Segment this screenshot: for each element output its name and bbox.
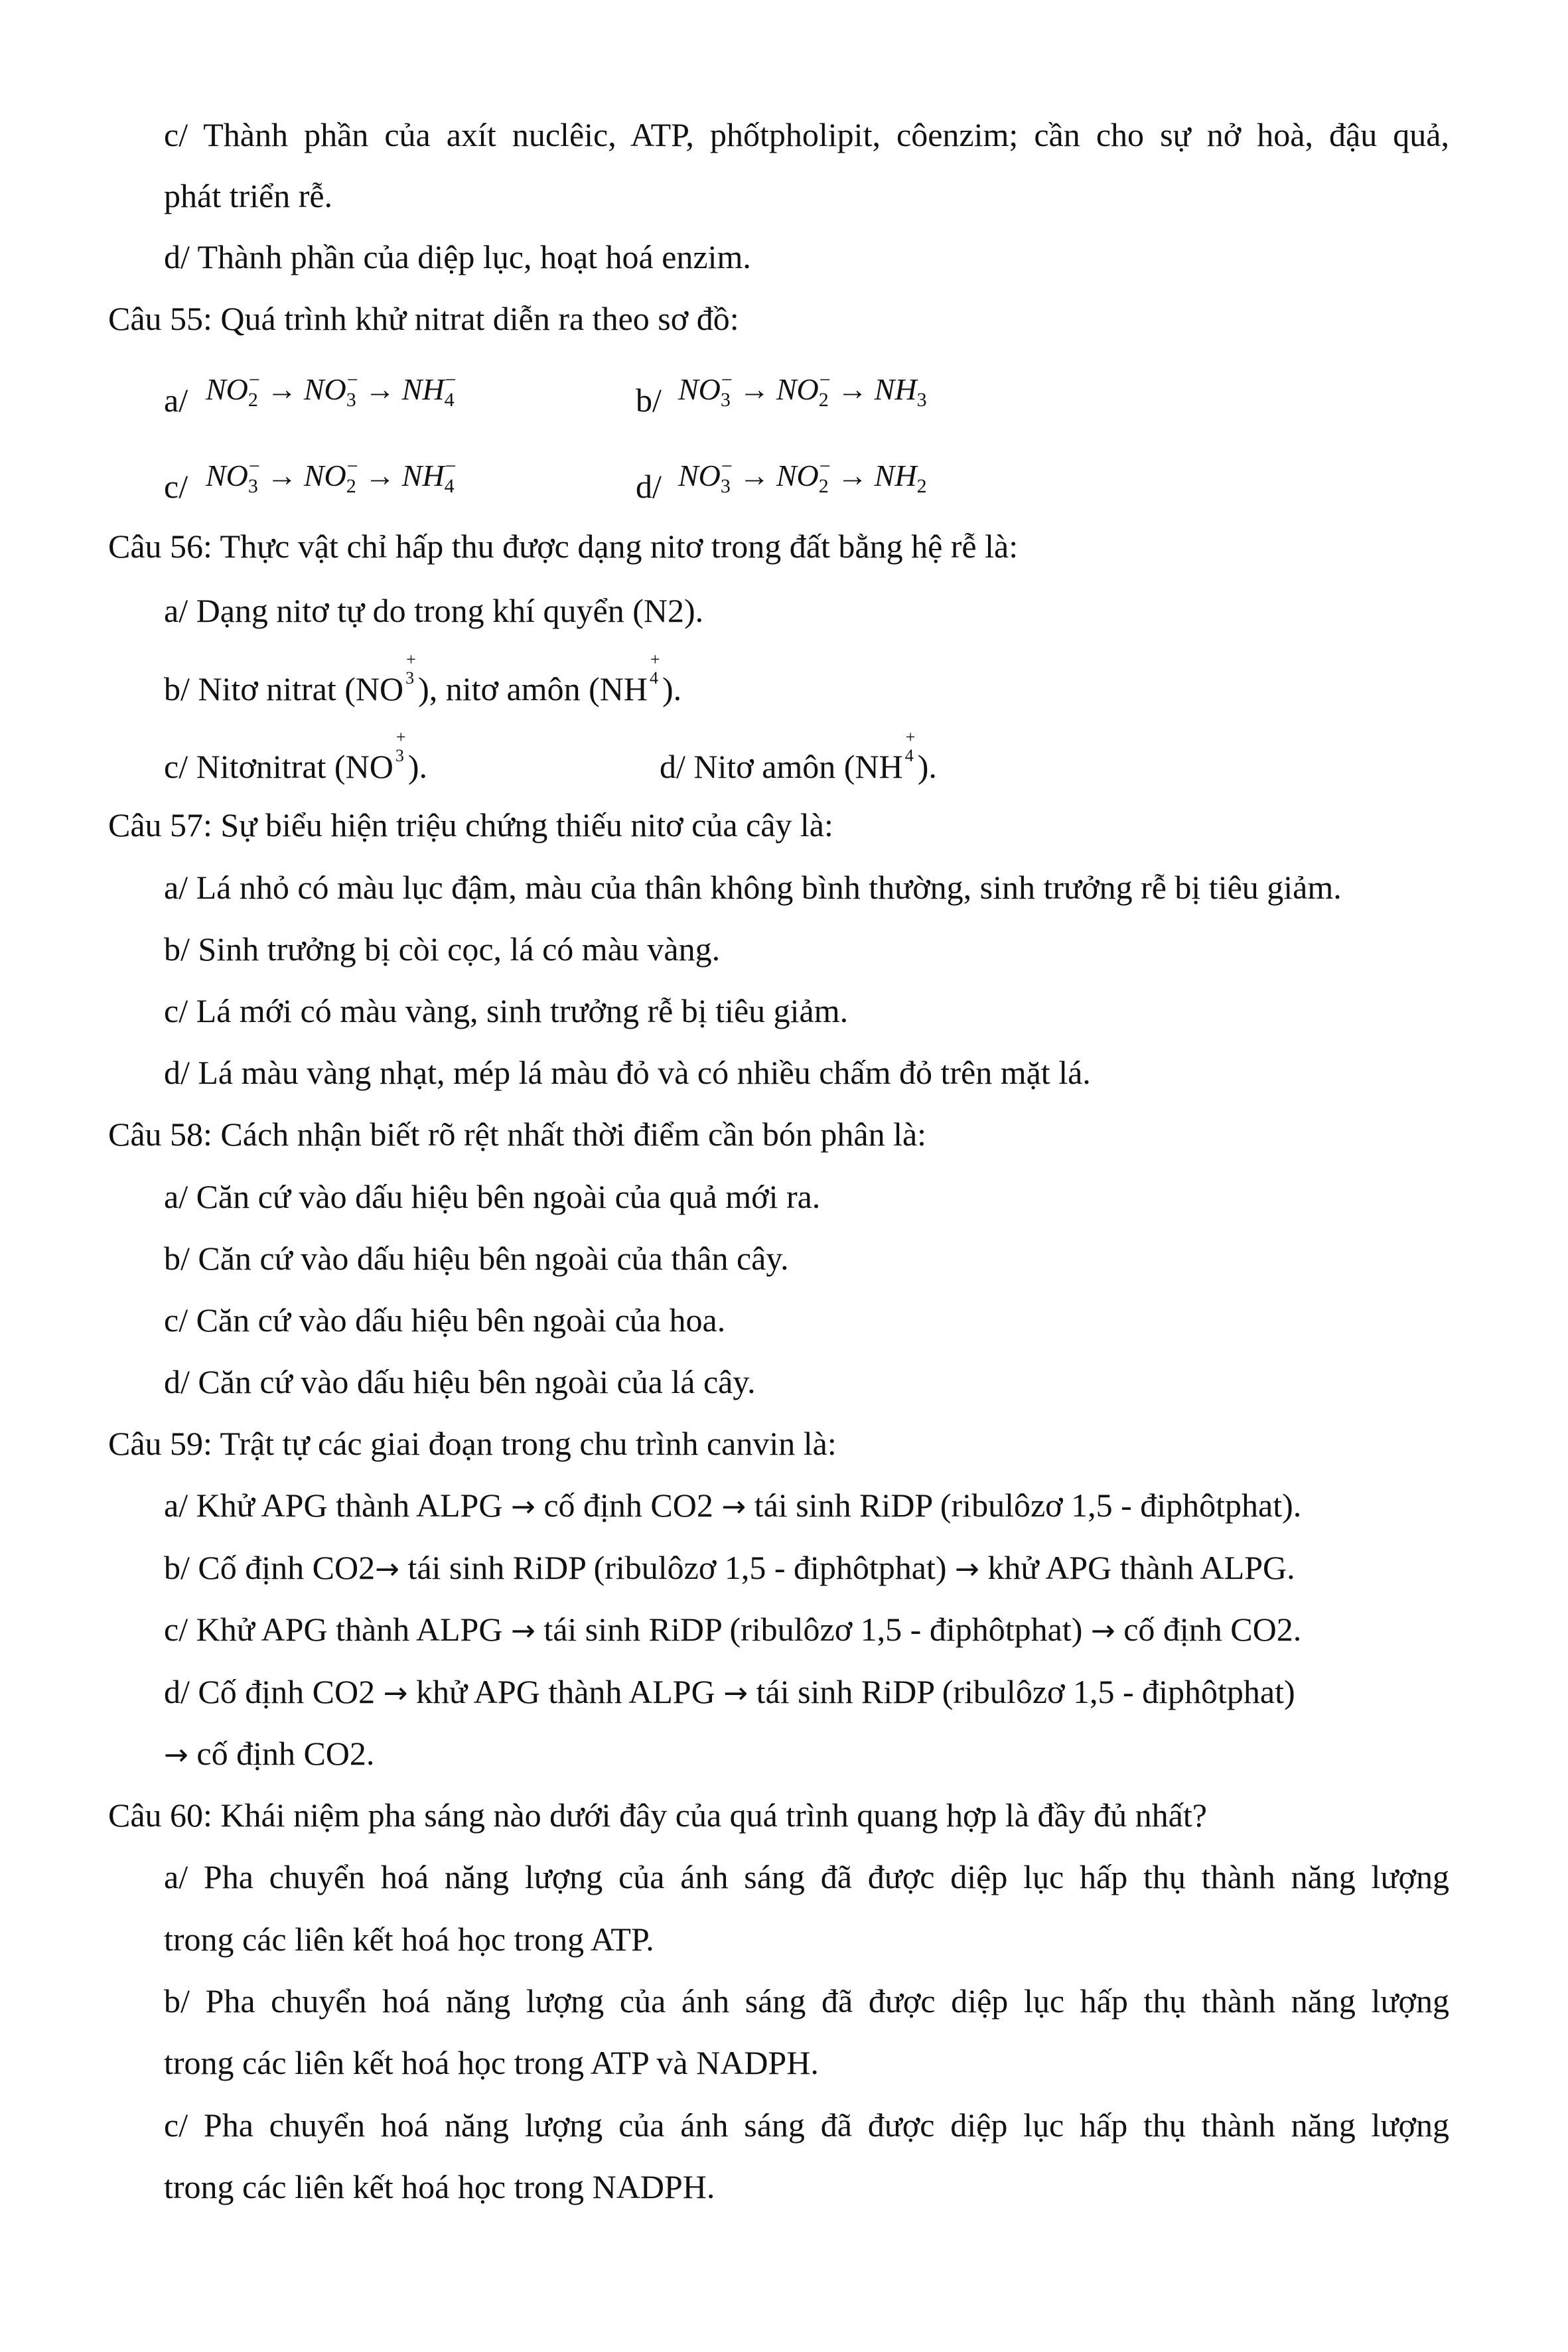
arrow-right-icon: → [510, 1614, 535, 1648]
arrow-right-icon: → [723, 1676, 748, 1710]
q56-title: Câu 56: Thực vật chỉ hấp thu được dạng nitơ trong đất bằng hệ rễ là: [108, 528, 1019, 565]
arrow-right-icon: → [1090, 1614, 1115, 1648]
q55-option-d-equation: $NO_3^- \to NO_2^- \to NH_2$ [678, 455, 927, 497]
q55-option-a-label: a/ [164, 382, 188, 419]
q57-option-a: a/ Lá nhỏ có màu lục đậm, màu của thân không bình thường, sinh trưởng rễ bị tiêu giảm. [164, 869, 1342, 906]
q53-option-c-line2: phát triển rễ. [164, 177, 333, 214]
ion-superscript: + 4 [649, 650, 660, 688]
q60-option-c-line2: trong các liên kết hoá học trong NADPH. [164, 2168, 715, 2205]
arrow-right-icon: → [383, 1676, 408, 1710]
q53-option-c-line1: c/ Thành phần của axít nuclêic, ATP, phốtpholipit, côenzim; cần cho sự nở hoà, đậu quả, [164, 116, 1449, 153]
q59-option-b: b/ Cố định CO2→ tái sinh RiDP (ribulôzơ 1,5 - điphôtphat) → khử APG thành ALPG. [164, 1549, 1295, 1586]
q59-title: Câu 59: Trật tự các giai đoạn trong chu trình canvin là: [108, 1425, 837, 1462]
q59-option-d-line2: → cố định CO2. [164, 1735, 375, 1772]
q55-title: Câu 55: Quá trình khử nitrat diễn ra theo sơ đồ: [108, 300, 739, 337]
q55-option-a-equation: $NO_2^- \to NO_3^- \to NH_4^-$ [206, 369, 457, 411]
arrow-right-icon: → [510, 1490, 535, 1524]
q60-option-c-line1: c/ Pha chuyển hoá năng lượng của ánh sáng đã được diệp lục hấp thụ thành năng lượng [164, 2106, 1449, 2144]
ion-superscript: + 3 [405, 650, 416, 688]
arrow-right-icon: → [375, 1552, 399, 1586]
q56-option-c: c/ Nitơnitrat (NO + 3 ). [164, 727, 427, 785]
q59-option-d-line1: d/ Cố định CO2 → khử APG thành ALPG → tái sinh RiDP (ribulôzơ 1,5 - điphôtphat) [164, 1673, 1295, 1710]
ion-superscript: + 3 [395, 727, 406, 765]
q56-option-b: b/ Nitơ nitrat (NO + 3 ), nitơ amôn (NH + 4 ). [164, 650, 682, 707]
q56-option-a: a/ Dạng nitơ tự do trong khí quyển (N2). [164, 592, 704, 629]
q57-option-d: d/ Lá màu vàng nhạt, mép lá màu đỏ và có nhiều chấm đỏ trên mặt lá. [164, 1054, 1091, 1091]
arrow-right-icon: → [954, 1552, 979, 1586]
q58-option-d: d/ Căn cứ vào dấu hiệu bên ngoài của lá cây. [164, 1363, 756, 1400]
q60-title: Câu 60: Khái niệm pha sáng nào dưới đây của quá trình quang hợp là đầy đủ nhất? [108, 1797, 1207, 1834]
q57-option-c: c/ Lá mới có màu vàng, sinh trưởng rễ bị tiêu giảm. [164, 992, 849, 1029]
q55-option-b-label: b/ [636, 382, 662, 419]
q55-option-c-equation: $NO_3^- \to NO_2^- \to NH_4^-$ [206, 455, 457, 497]
q56-option-d: d/ Nitơ amôn (NH + 4 ). [660, 727, 937, 785]
q58-option-c: c/ Căn cứ vào dấu hiệu bên ngoài của hoa. [164, 1301, 726, 1339]
q60-option-a-line2: trong các liên kết hoá học trong ATP. [164, 1921, 654, 1958]
q57-option-b: b/ Sinh trưởng bị còi cọc, lá có màu vàng. [164, 930, 721, 968]
q58-title: Câu 58: Cách nhận biết rõ rệt nhất thời điểm cần bón phân là: [108, 1116, 927, 1153]
q53-option-d: d/ Thành phần của diệp lục, hoạt hoá enzim. [164, 238, 751, 275]
q55-option-b-equation: $NO_3^- \to NO_2^- \to NH_3$ [678, 369, 927, 411]
q59-option-a: a/ Khử APG thành ALPG → cố định CO2 → tái sinh RiDP (ribulôzơ 1,5 - điphôtphat). [164, 1487, 1302, 1524]
q55-option-c-label: c/ [164, 468, 188, 505]
q60-option-b-line2: trong các liên kết hoá học trong ATP và NADPH. [164, 2044, 819, 2081]
q59-option-c: c/ Khử APG thành ALPG → tái sinh RiDP (ribulôzơ 1,5 - điphôtphat) → cố định CO2. [164, 1611, 1302, 1648]
q58-option-a: a/ Căn cứ vào dấu hiệu bên ngoài của quả mới ra. [164, 1178, 821, 1215]
q60-option-b-line1: b/ Pha chuyển hoá năng lượng của ánh sáng đã được diệp lục hấp thụ thành năng lượng [164, 1982, 1449, 2020]
arrow-right-icon: → [164, 1738, 188, 1772]
q60-option-a-line1: a/ Pha chuyển hoá năng lượng của ánh sáng đã được diệp lục hấp thụ thành năng lượng [164, 1858, 1449, 1895]
ion-superscript: + 4 [904, 727, 916, 765]
q58-option-b: b/ Căn cứ vào dấu hiệu bên ngoài của thân cây. [164, 1240, 789, 1277]
arrow-right-icon: → [721, 1490, 747, 1524]
q55-option-d-label: d/ [636, 468, 662, 505]
q57-title: Câu 57: Sự biểu hiện triệu chứng thiếu nitơ của cây là: [108, 806, 833, 844]
